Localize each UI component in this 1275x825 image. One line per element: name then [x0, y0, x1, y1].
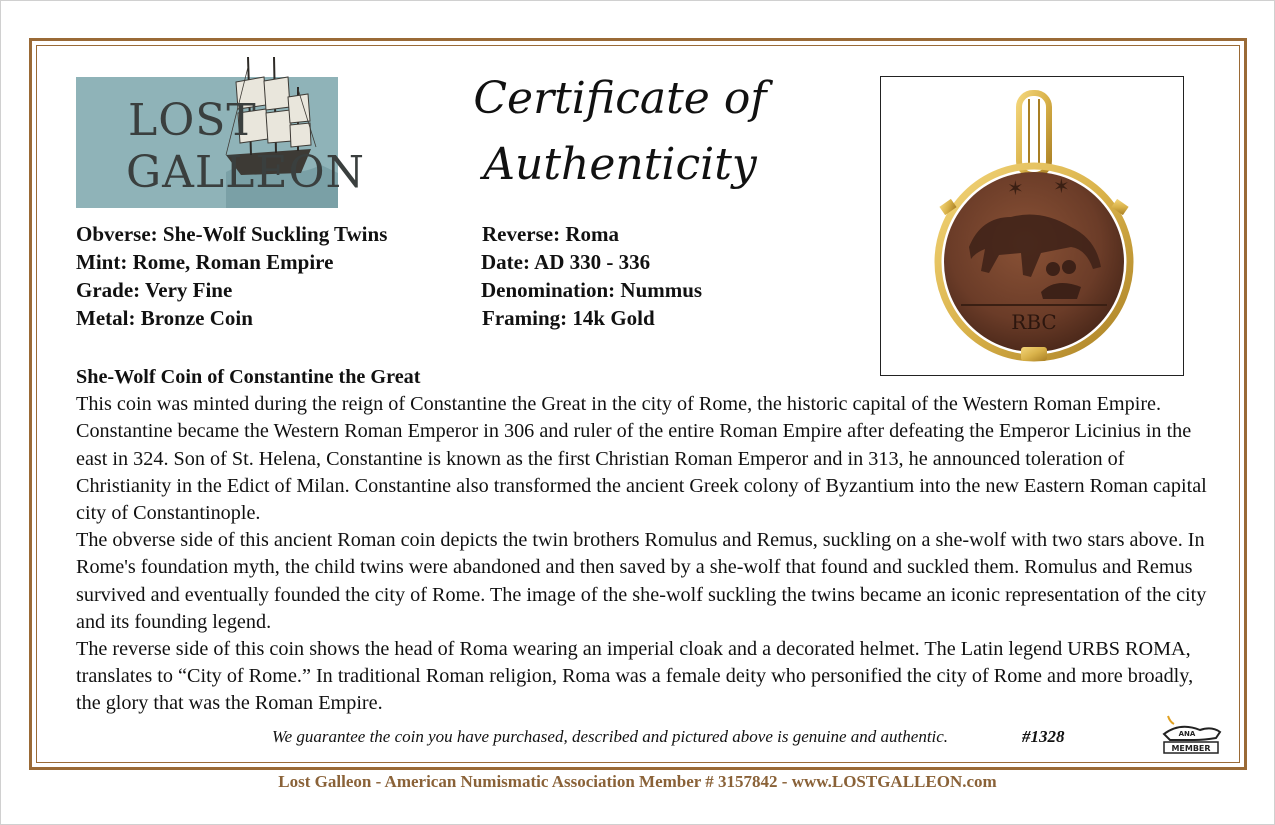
detail-mint: Mint: Rome, Roman Empire: [76, 250, 334, 274]
description-paragraph-2: The obverse side of this ancient Roman coin depicts the twin brothers Romulus and Remus, suckling on a she-wolf with two stars above. In Rome's foundation myth, the child twins were abandoned and then saved by a she-wolf that found and suckled them. Romulus and Remus survived and eventually founded the city of Rome. The image of the she-wolf suckling the twins became an iconic representation of the city and its founding legend.: [76, 529, 1207, 633]
title-line-1: Certificate of: [473, 73, 767, 124]
description-paragraph-3: The reverse side of this coin shows the head of Roma wearing an imperial cloak and a decorated helmet. The Latin legend URBS ROMA, translates to “City of Rome.” In traditional Roman religion, Roma was a female deity who personified the city of Rome and more broadly, the glory that was the Roman Empire.: [76, 638, 1194, 715]
ana-member-badge: [1150, 712, 1226, 756]
ana-lamp-icon: [1150, 712, 1226, 756]
detail-reverse: Reverse: Roma: [482, 222, 620, 246]
svg-text:✶: ✶: [1053, 174, 1070, 198]
svg-text:✶: ✶: [1007, 176, 1024, 200]
detail-obverse: Obverse: She-Wolf Suckling Twins: [76, 222, 388, 246]
certificate-number: #1328: [1022, 727, 1065, 746]
logo-text-galleon: GALLEON: [126, 147, 366, 198]
description: [76, 364, 1216, 718]
detail-metal: Metal: Bronze Coin: [76, 306, 253, 330]
coin-photo: [880, 76, 1184, 376]
detail-grade: Grade: Very Fine: [76, 278, 233, 302]
guarantee-statement: We guarantee the coin you have purchased, described and pictured above is genuine and authentic.: [272, 727, 949, 746]
coin-mint-mark: RBC: [1011, 310, 1057, 334]
detail-date: Date: AD 330 - 336: [481, 250, 651, 274]
lost-galleon-logo: [76, 77, 366, 208]
badge-top-text: ANA: [1178, 730, 1196, 738]
detail-denomination: Denomination: Nummus: [481, 278, 703, 302]
badge-bottom-text: MEMBER: [1171, 744, 1211, 753]
description-heading: She-Wolf Coin of Constantine the Great: [76, 366, 421, 388]
detail-framing: Framing: 14k Gold: [482, 306, 655, 330]
description-paragraph-1: This coin was minted during the reign of Constantine the Great in the city of Rome, the historic capital of the Western Roman Empire. Constantine became the Western Roman Emperor in 306 and ruler of the entire Roman Empire after defeating the Emperor Licinius in the east in 324. Son of St. Helena, Constantine is known as the first Christian Roman Emperor and in 313, he announced toleration of Christianity in the Edict of Milan. Constantine also transformed the ancient Greek colony of Byzantium into the new Eastern Roman capital city of Constantinople.: [76, 393, 1207, 525]
footer: Lost Galleon - American Numismatic Association Member # 3157842 - www.LOSTGALLEON.com: [278, 772, 997, 791]
title-line-2: Authenticity: [483, 139, 757, 190]
logo-text-lost: LOST: [128, 95, 257, 146]
coin-pendant-icon: [881, 77, 1183, 375]
certificate-title: [420, 66, 820, 198]
